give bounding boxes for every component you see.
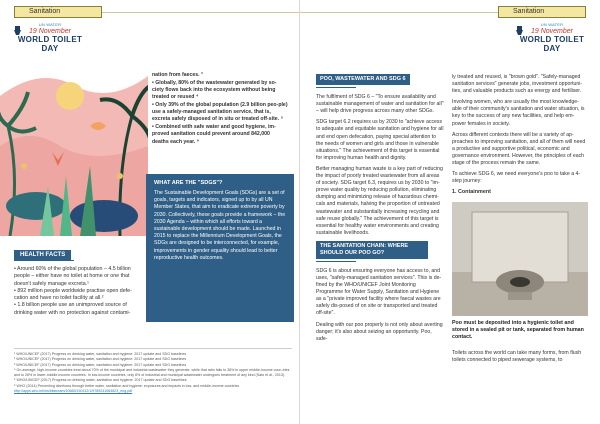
section-tab: Sanitation [498,6,586,18]
paragraph: ly treated and reused, is "brown gold". "Safely-managed sanitation services" generate jobs, investment opportuni-ties, and valuable products such as energy and fertiliser. [452,74,583,95]
paragraph: Toilets across the world can take many forms, from flush toilets connected to piped sewerage systems, to [452,350,582,364]
sdg-box-body: The Sustainable Development Goals (SDGs) are a set of goals, targets and indicators, signed up to by all UN Member States, that aim to eradicate extreme poverty by 2030. Collectively, these goals provide a framework – the 2030 Agenda – within which all efforts toward a sustainable development should be made. Launched in 2015 to replace the Millennium Development Goals, the SDGs are designed to be interconnected, for example, improvements in gender equality should lead to better reproductive health outcomes. [154,190,286,261]
paragraph: SDG target 6.2 requires us by 2030 to "achieve access to adequate and equitable sanitation and hygiene for all and end open defecation, paying special attention to the needs of women and girls and those in vulnerable situations." The achievement of this target is essential for improving human health and dignity. [316,119,444,161]
logo-un: UN WATER [540,22,564,27]
logo-title: WORLD TOILET DAY [17,35,83,53]
health-facts-text: • Around 60% of the global population – 4.5 billion people – either have no toilet at home or one that doesn't safely manage excreta.¹ • 892 million people worldwide practise open defe-cation and have no toilet facility at all.² • 1.8 billion people use an unimproved source of drinking water with no protection against contami- [14,266,132,316]
health-facts-label: HEALTH FACTS [14,250,71,260]
right-page [300,0,600,424]
jungle-illustration [0,56,148,236]
logo-title: WORLD TOILET DAY [519,35,585,53]
toilet-icon [516,26,524,36]
health-facts-rule [14,260,74,261]
footnotes [14,348,292,394]
footnote: ³ WHO/UNICEF (2017) Progress on drinking water, sanitation and hygiene: 2017 update and SDG baselines [14,362,187,367]
header-rule [300,12,498,13]
logo-date: 19 November [530,28,574,35]
footnote: ⁵ WHO/UNICEF (2017) Progress on drinking water, sanitation and hygiene: 2017 update and SDG baselines [14,378,187,383]
bullet-item: nation from faeces. ³ [152,72,203,78]
right-column-2-bottom [452,350,588,368]
paragraph: SDG 6 is about ensuring everyone has access to, and uses, "safely-managed sanitation services". This is de-fined by the WHO/UNICEF Joint Monitoring Programme for Water Supply, Sanitation and Hygiene as a "private improved facility where faecal wastes are safely dis-posed of on site or transported and treated off-site". [316,267,442,317]
world-toilet-day-logo [512,22,592,56]
paragraph: Better managing human waste is a key part of reducing the impact of poorly treated wastewater from all areas of society. SDG target 6.3, requires us by 2030 to "im-prove water quality by reducing pollution, eliminating dumping and minimizing release of hazardous chemi-cals and materials, halving the proportion of untreated wastewater and substantially increasing recycling and safe reuse globally." The achievement of this target is essential for healthy water environments and creating sustainable livelihoods. [316,165,443,236]
section-tab: Sanitation [14,6,102,18]
bullet-item: • Combined with safe water and good hygiene, im-proved sanitation could prevent around 842,000 deaths each year. ⁶ [152,124,276,145]
section-rule [316,87,356,88]
right-column-1 [316,74,444,347]
bullet-item: • Only 39% of the global population (2.9 billion peo-ple) use a safely-managed sanitation service, that is, excreta safely disposed of in situ or treated off-site. ⁵ [152,102,288,123]
latrine-photo [452,202,588,316]
bullet-item: • Globally, 80% of the wastewater generated by so-ciety flows back into the ecosystem without being treated or reused ⁴ [152,79,277,101]
footnote: ⁴ On average, high-income countries treat about 70% of the municipal and industrial wastewater they generate, while that ratio falls to 38% in upper middle-income coun-tries and to 28% in lower-middle-income countries. In low-income countries, only 8% of industrial and municipal wastewater undergoes treatment of any kind (Sato et al., 2013). [14,367,290,378]
right-column-2 [452,74,588,200]
paragraph: To achieve SDG 6, we need everyone's poo to take a 4-step journey: [452,171,581,185]
section-label-sanitation-chain: THE SANITATION CHAIN: WHERE SHOULD OUR POO GO? [316,241,428,259]
toilet-icon [14,26,22,36]
sdg-info-box [146,174,294,322]
footnote: ² WHO/UNICEF (2017) Progress on drinking water, sanitation and hygiene: 2017 update and SDG baselines [14,357,187,362]
section-label-sdg6: POO, WASTEWATER AND SDG 6 [316,74,410,85]
top-bullets [152,72,288,146]
sdg-box-heading: WHAT ARE THE "SDGS"? [154,180,223,186]
paragraph: Dealing with our poo properly is not only about averting danger; it's also about seizing an opportunity. Poo, safe- [316,321,443,342]
photo-caption: Poo must be deposited into a hygienic toilet and stored in a sealed pit or tank, separated from human contact. [452,320,584,341]
logo-date: 19 November [28,28,72,35]
footnote: ⁶ WHO (2014) Preventing diarrhoea through better water, sanitation and hygiene: exposures and impacts in low- and middle-income countries [14,383,240,388]
footnote-link[interactable]: http://apps.who.int/iris/bitstream/10665/150112/1/9789241564823_eng.pdf [14,389,133,394]
paragraph: Involving women, who are usually the most knowledge-able of their community's sanitation and water situation, is key to the success of any new facilities, and help em-power females in society. [452,99,585,127]
section-rule [316,261,356,262]
world-toilet-day-logo [10,22,90,56]
step-heading: 1. Containment [452,189,491,196]
logo-un: UN WATER [38,22,62,27]
footnote: ¹ WHO/UNICEF (2017) Progress on drinking water, sanitation and hygiene: 2017 update and SDG baselines [14,352,187,356]
header-rule [102,12,300,13]
paragraph: Across different contexts there will be a variety of ap-proaches to improving sanitation, and all of them will need a productive and supportive political, economic and governance environment. However, the principles of each stage of the process remain the same. [452,131,586,167]
paragraph: The fulfilment of SDG 6 – "To ensure availability and sustainable management of water and sanitation for all" – will help drive progress across many other SDGs. [316,94,444,115]
